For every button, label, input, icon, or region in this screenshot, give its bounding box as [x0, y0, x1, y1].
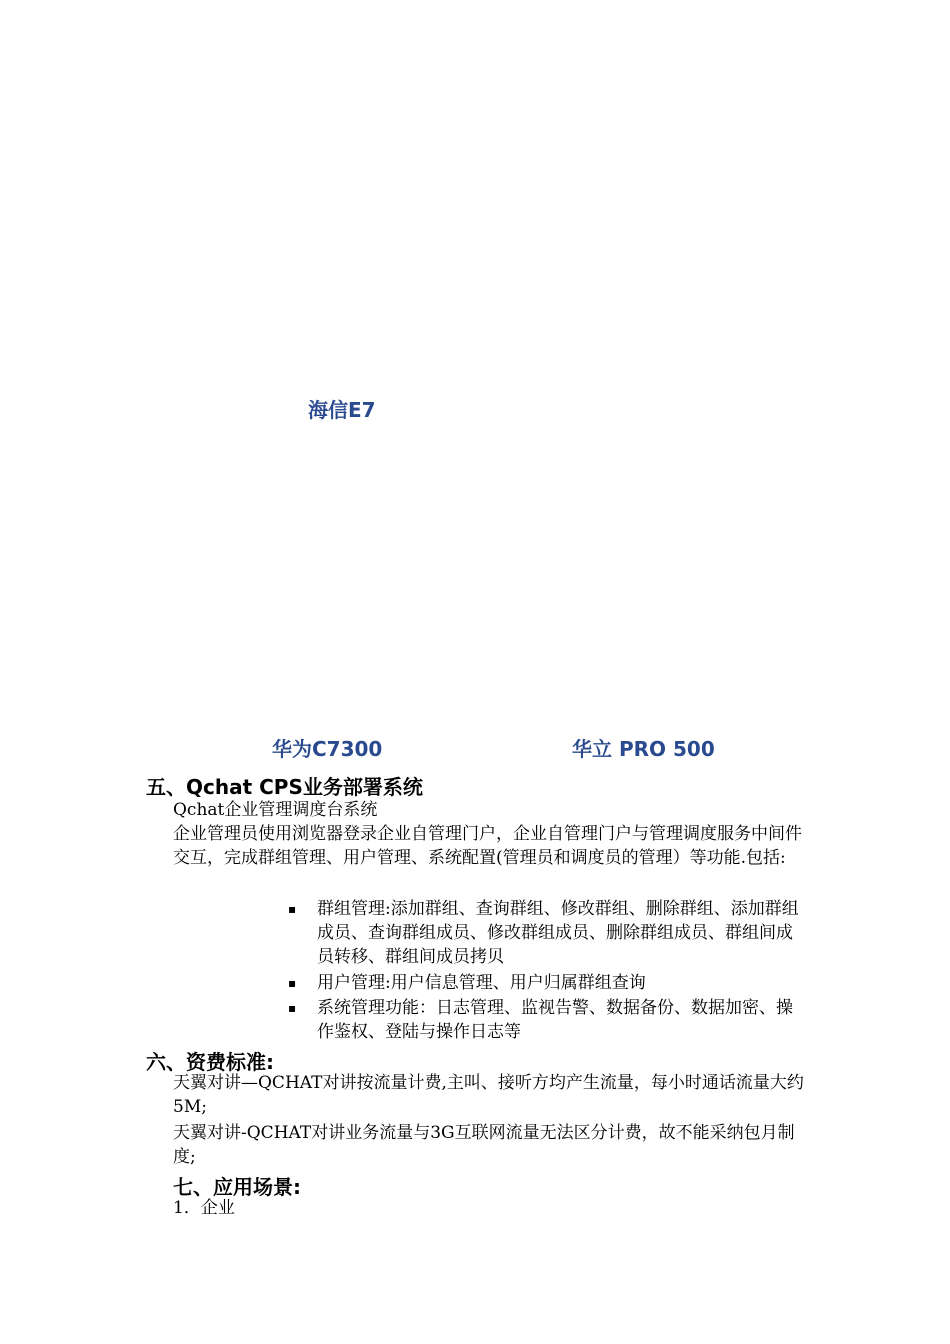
section7-item: 1．企业 — [173, 1198, 235, 1218]
list-item — [288, 897, 808, 969]
bullet-icon: ▪ — [288, 902, 297, 916]
caption-huawei: 华为C7300 — [272, 737, 383, 761]
section7-heading: 七、应用场景: — [173, 1175, 301, 1199]
list-item — [288, 971, 808, 995]
list-item-text: 系统管理功能：日志管理、监视告警、数据备份、数据加密、操作鉴权、登陆与操作日志等 — [317, 998, 793, 1042]
section5-intro: 企业管理员使用浏览器登录企业自管理门户，企业自管理门户与管理调度服务中间件交互，完成群组管理、用户管理、系统配置(管理员和调度员的管理）等功能.包括: — [173, 824, 802, 868]
section6-heading: 六、资费标准: — [146, 1050, 274, 1074]
list-item — [288, 996, 808, 1044]
list-item-text: 群组管理:添加群组、查询群组、修改群组、删除群组、添加群组成员、查询群组成员、修改群组成员、删除群组成员、群组间成员转移、群组间成员拷贝 — [317, 899, 799, 967]
caption-huali: 华立 PRO 500 — [572, 737, 715, 761]
section6-paragraph: 天翼对讲-QCHAT对讲业务流量与3G互联网流量无法区分计费，故不能采纳包月制度; — [173, 1123, 795, 1167]
section5-subtitle: Qchat企业管理调度台系统 — [173, 800, 378, 820]
section6-paragraph: 天翼对讲—QCHAT对讲按流量计费,主叫、接听方均产生流量，每小时通话流量大约5M; — [173, 1073, 804, 1117]
list-item-text: 用户管理:用户信息管理、用户归属群组查询 — [317, 973, 646, 993]
bullet-icon: ▪ — [288, 976, 297, 990]
caption-hisense: 海信E7 — [308, 398, 376, 422]
section5-heading: 五、Qchat CPS业务部署系统 — [146, 775, 423, 799]
bullet-icon: ▪ — [288, 1001, 297, 1015]
